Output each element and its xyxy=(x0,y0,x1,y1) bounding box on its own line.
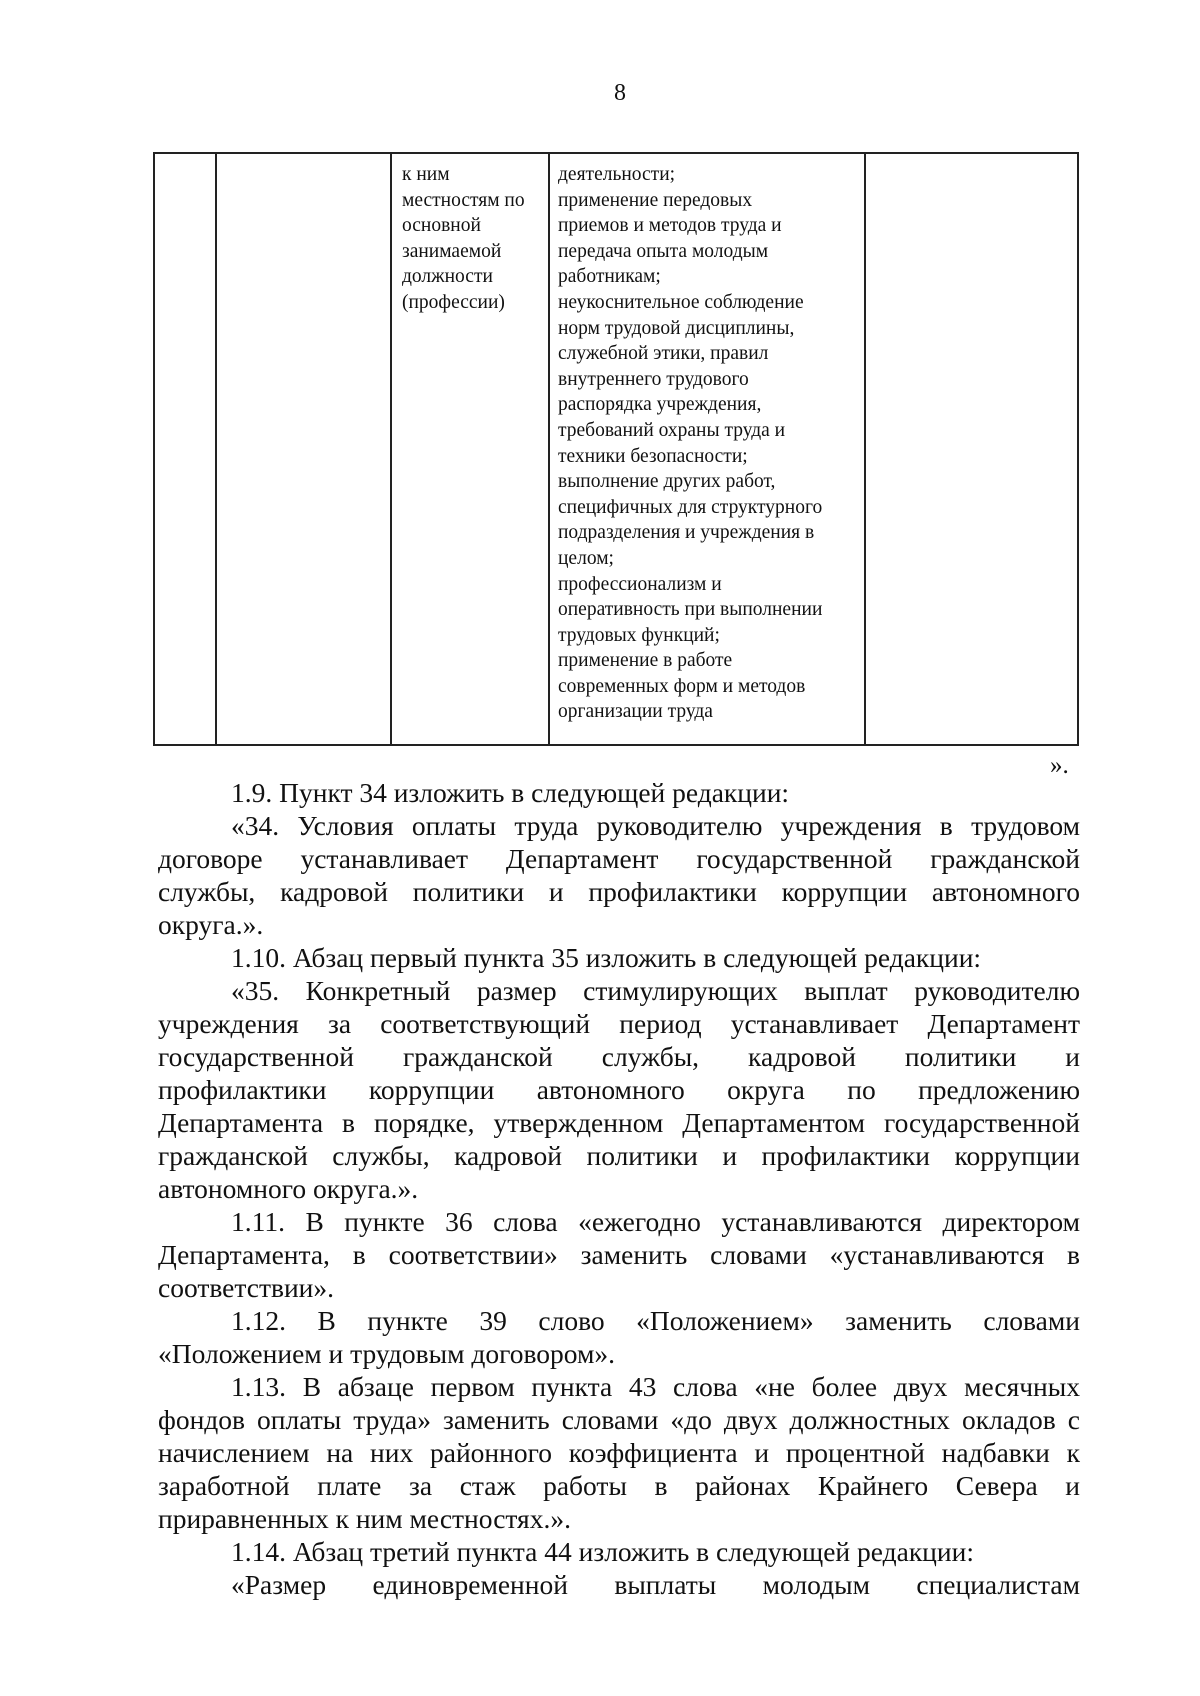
table-cell-5 xyxy=(865,153,1078,745)
text-line: «Размер единовременной выплаты молодым специалистам xyxy=(231,1569,1080,1600)
text-line: «35. Конкретный размер стимулирующих выплат руководителю xyxy=(231,975,1080,1006)
cell-line: работникам; xyxy=(558,266,661,288)
closing-quote: ». xyxy=(1050,752,1069,779)
paragraph-1-10: 1.10. Абзац первый пункта 35 изложить в следующей редакции: xyxy=(231,942,982,973)
document-body xyxy=(158,776,1080,1601)
paragraph-1-12: 1.12. В пункте 39 слово «Положением» заменить словами xyxy=(231,1305,1080,1336)
cell-line: профессионализм и xyxy=(558,573,722,595)
cell-line: техники безопасности; xyxy=(558,445,748,467)
text-line: учреждения за соответствующий период устанавливает Департамент xyxy=(158,1008,1080,1039)
cell-line: целом; xyxy=(558,547,614,569)
text-line: Департамента в порядке, утвержденном Департаментом государственной xyxy=(158,1107,1080,1138)
text-line: приравненных к ним местностях.». xyxy=(158,1503,571,1534)
cell-line: занимаемой xyxy=(402,240,502,262)
text-line: договоре устанавливает Департамент государственной гражданской xyxy=(158,843,1080,874)
text-line: соответствии». xyxy=(158,1272,335,1303)
cell-line: служебной этики, правил xyxy=(558,343,769,365)
text-line: фондов оплаты труда» заменить словами «до двух должностных окладов с xyxy=(158,1404,1080,1435)
cell-line: выполнение других работ, xyxy=(558,471,776,493)
cell-line: должности xyxy=(402,266,493,288)
text-line: начислением на них районного коэффициента и процентной надбавки к xyxy=(158,1437,1080,1468)
paragraph-1-11: 1.11. В пункте 36 слова «ежегодно устанавливаются директором xyxy=(231,1206,1080,1237)
text-line: службы, кадровой политики и профилактики коррупции автономного xyxy=(158,876,1080,907)
cell-line: деятельности; xyxy=(558,164,676,185)
table-cell-2 xyxy=(216,153,391,745)
table-cell-position xyxy=(391,153,549,745)
table-row xyxy=(154,153,1078,745)
cell-line: местностям по xyxy=(402,189,525,211)
cell-line: распорядка учреждения, xyxy=(558,394,762,416)
table-cell-criteria xyxy=(549,153,865,745)
cell-line: (профессии) xyxy=(402,291,505,313)
table-cell-1 xyxy=(154,153,216,745)
text-line: автономного округа.». xyxy=(158,1173,419,1204)
cell-line: современных форм и методов xyxy=(558,675,806,697)
criteria-table xyxy=(153,152,1079,746)
text-line: Департамента, в соответствии» заменить словами «устанавливаются в xyxy=(158,1239,1080,1270)
text-line: «34. Условия оплаты труда руководителю учреждения в трудовом xyxy=(231,810,1080,841)
text-line: гражданской службы, кадровой политики и профилактики коррупции xyxy=(158,1140,1080,1171)
cell-line: к ним xyxy=(402,164,450,185)
paragraph-1-14: 1.14. Абзац третий пункта 44 изложить в следующей редакции: xyxy=(231,1536,974,1567)
text-line: заработной плате за стаж работы в районах Крайнего Севера и xyxy=(158,1470,1080,1501)
cell-line: трудовых функций; xyxy=(558,624,720,646)
cell-line: организации труда xyxy=(558,701,713,723)
cell-line: приемов и методов труда и xyxy=(558,215,782,237)
cell-line: основной xyxy=(402,215,481,237)
cell-line: оперативность при выполнении xyxy=(558,599,823,621)
cell-line: применение в работе xyxy=(558,650,733,672)
text-line: округа.». xyxy=(158,909,264,940)
cell-line: требований охраны труда и xyxy=(558,419,786,441)
cell-line: специфичных для структурного xyxy=(558,496,823,518)
cell-line: внутреннего трудового xyxy=(558,368,749,390)
cell-line: подразделения и учреждения в xyxy=(558,522,815,544)
cell-line: применение передовых xyxy=(558,189,753,211)
cell-line: неукоснительное соблюдение xyxy=(558,291,804,313)
paragraph-1-13: 1.13. В абзаце первом пункта 43 слова «не более двух месячных xyxy=(231,1371,1080,1402)
text-line: «Положением и трудовым договором». xyxy=(158,1338,616,1369)
cell-line: норм трудовой дисциплины, xyxy=(558,317,795,339)
cell-line: передача опыта молодым xyxy=(558,240,769,262)
text-line: профилактики коррупции автономного округа по предложению xyxy=(158,1074,1080,1105)
text-line: государственной гражданской службы, кадровой политики и xyxy=(158,1041,1080,1072)
page-number: 8 xyxy=(614,80,626,106)
paragraph-1-9: 1.9. Пункт 34 изложить в следующей редакции: xyxy=(231,777,790,808)
